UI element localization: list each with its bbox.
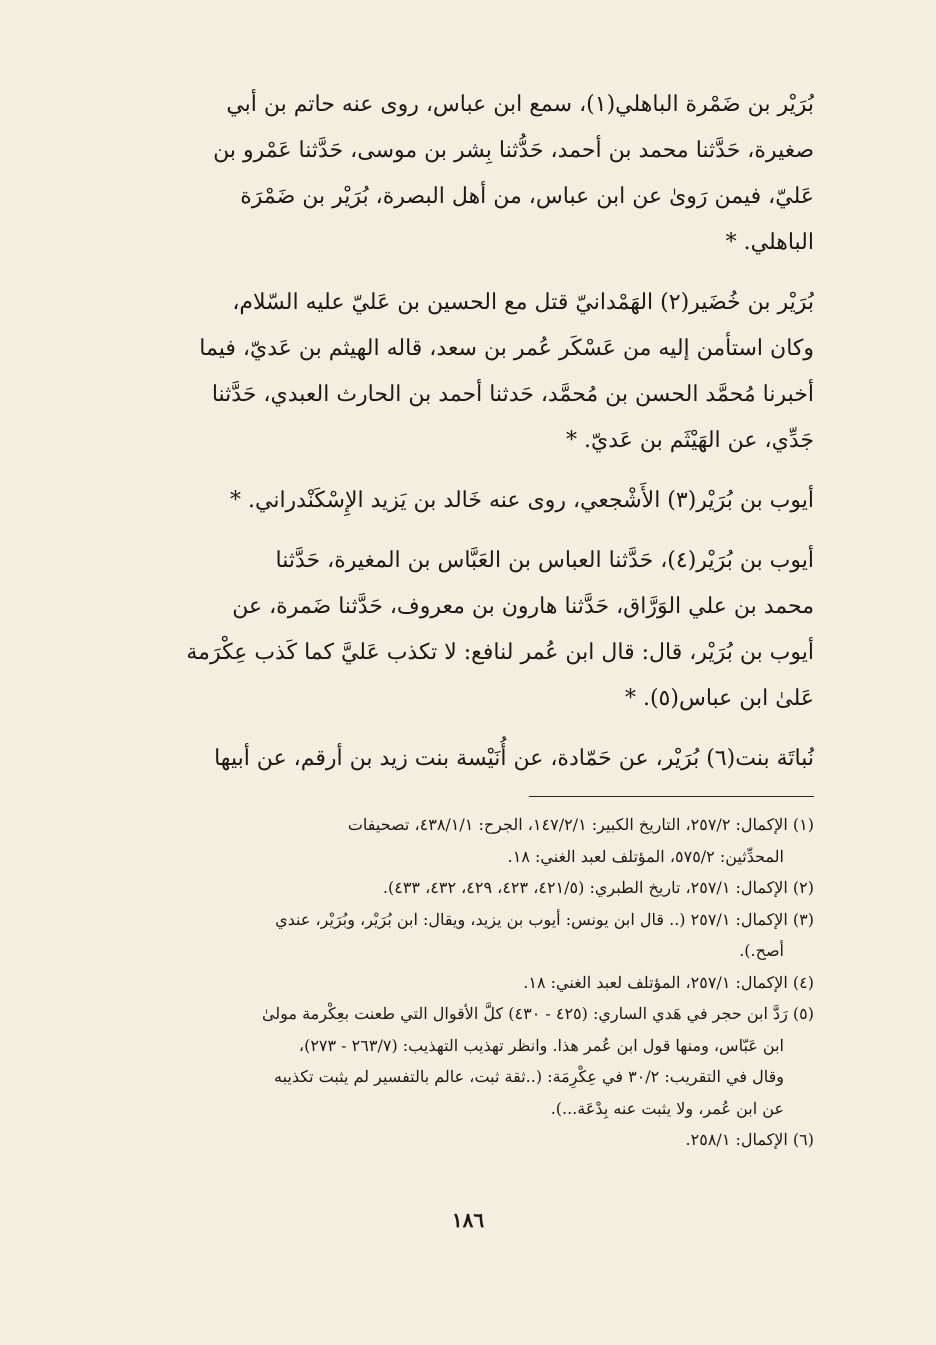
footnote-divider xyxy=(529,796,814,797)
footnote-line: ابن عَبّاس، ومنها قول ابن عُمر هذا. وانظر تهذيب التهذيب: (٢٦٣/٧ - ٢٧٣)، xyxy=(298,1035,784,1055)
page-number: ١٨٦ xyxy=(451,1208,485,1232)
text-line: أخبرنا مُحمَّد الحسن بن مُحمَّد، حَدثنا أحمد بن الحارث العبدي، حَدَّثنا xyxy=(211,382,814,407)
footnote-6 xyxy=(122,1124,814,1156)
footnote-line: المحدِّثين: ٥٧٥/٢، المؤتلف لعبد الغني: ١٨. xyxy=(507,846,784,866)
footnote-2 xyxy=(122,872,814,904)
footnote-3 xyxy=(122,904,814,967)
footnote-line: (٤) الإكمال: ٢٥٧/١، المؤتلف لعبد الغني: ١٨. xyxy=(523,972,814,992)
footnote-line: وقال في التقريب: ٣٠/٢ في عِكْرِمَة: (..ثقة ثبت، عالم بالتفسير لم يثبت تكذيبه xyxy=(273,1067,784,1086)
text-line: بُرَيْر بن ضَمْرة الباهلي(١)، سمع ابن عباس، روى عنه حاتم بن أبي xyxy=(226,92,814,117)
entry-nubata-bint-burayr xyxy=(122,736,814,782)
text-line: أيوب بن بُرَيْر(٣) الأَشْجعي، روى عنه خَالد بن يَزيد الإِسْكَنْدراني. * xyxy=(230,488,814,513)
footnote-line: (٢) الإكمال: ٢٥٧/١، تاريخ الطبري: (٤٢١/٥، ٤٢٣، ٤٢٩، ٤٣٢، ٤٣٣). xyxy=(382,878,814,897)
text-line: بُرَيْر بن خُضَير(٢) الهَمْدانيّ قتل مع الحسين بن عَليّ عليه السّلام، xyxy=(232,290,814,315)
text-line: أيوب بن بُرَيْر، قال: قال ابن عُمر لنافع: لا تكذب عَليَّ كما كَذب عِكْرَمة xyxy=(186,640,814,665)
text-line: وكان استأمن إليه من عَسْكَر عُمر بن سعد، قاله الهيثم بن عَديّ، فيما xyxy=(199,336,814,361)
text-line: أيوب بن بُرَيْر(٤)، حَدَّثنا العباس بن العَبَّاس بن المغيرة، حَدَّثنا xyxy=(275,548,814,573)
entry-ayyub-al-ashjai xyxy=(122,478,814,524)
text-line: محمد بن علي الوَرَّاق، حَدَّثنا هارون بن معروف، حَدَّثنا ضَمرة، عن xyxy=(232,594,814,619)
footnote-line: (١) الإكمال: ٢٥٧/٢، التاريخ الكبير: ١٤٧/٢/١، الجرح: ٤٣٨/١/١، تصحيفات xyxy=(347,815,814,834)
text-line: صغيرة، حَدَّثنا محمد بن أحمد، حَدُّثنا بِشر بن موسى، حَدَّثنا عَمْرو بن xyxy=(213,138,814,163)
entry-ayyub-ibn-burayr xyxy=(122,538,814,722)
text-line: جَدِّي، عن الهَيْثَم بن عَديّ. * xyxy=(566,428,814,453)
footnote-1 xyxy=(122,809,814,872)
footnote-5 xyxy=(122,998,814,1124)
footnote-line: (٦) الإكمال: ٢٥٨/١. xyxy=(685,1130,814,1149)
footnote-4 xyxy=(122,967,814,999)
footnote-line: (٣) الإكمال: ٢٥٧/١ (.. قال ابن يونس: أيوب بن يزيد، ويقال: ابن بُرَيْر، وبُرَيْر، عندي xyxy=(275,909,814,929)
footnotes-section xyxy=(122,809,814,1156)
footnote-line: (٥) رَدَّ ابن حجر في هَدي الساري: (٤٢٥ - ٤٣٠) كلَّ الأقوال التي طعنت بعِكْرمة مولىٰ xyxy=(261,1004,814,1023)
entry-burayr-ibn-damra xyxy=(122,82,814,266)
text-line: عَلىٰ ابن عباس(٥). * xyxy=(624,686,814,711)
footnote-line: عن ابن عُمر، ولا يثبت عنه بِدْعَة...). xyxy=(550,1098,784,1118)
entry-burayr-ibn-khudayr xyxy=(122,280,814,464)
entries-section xyxy=(122,82,814,782)
text-line: نُباتَة بنت(٦) بُرَيْر، عن حَمّادة، عن أُنَيْسة بنت زيد بن أرقم، عن أبيها xyxy=(214,746,814,771)
text-line: عَليّ، فيمن رَوىٰ عن ابن عباس، من أهل البصرة، بُرَيْر بن ضَمْرَة xyxy=(240,184,814,209)
footnote-line: أصح.). xyxy=(739,941,784,960)
text-line: الباهلي. * xyxy=(725,230,814,255)
